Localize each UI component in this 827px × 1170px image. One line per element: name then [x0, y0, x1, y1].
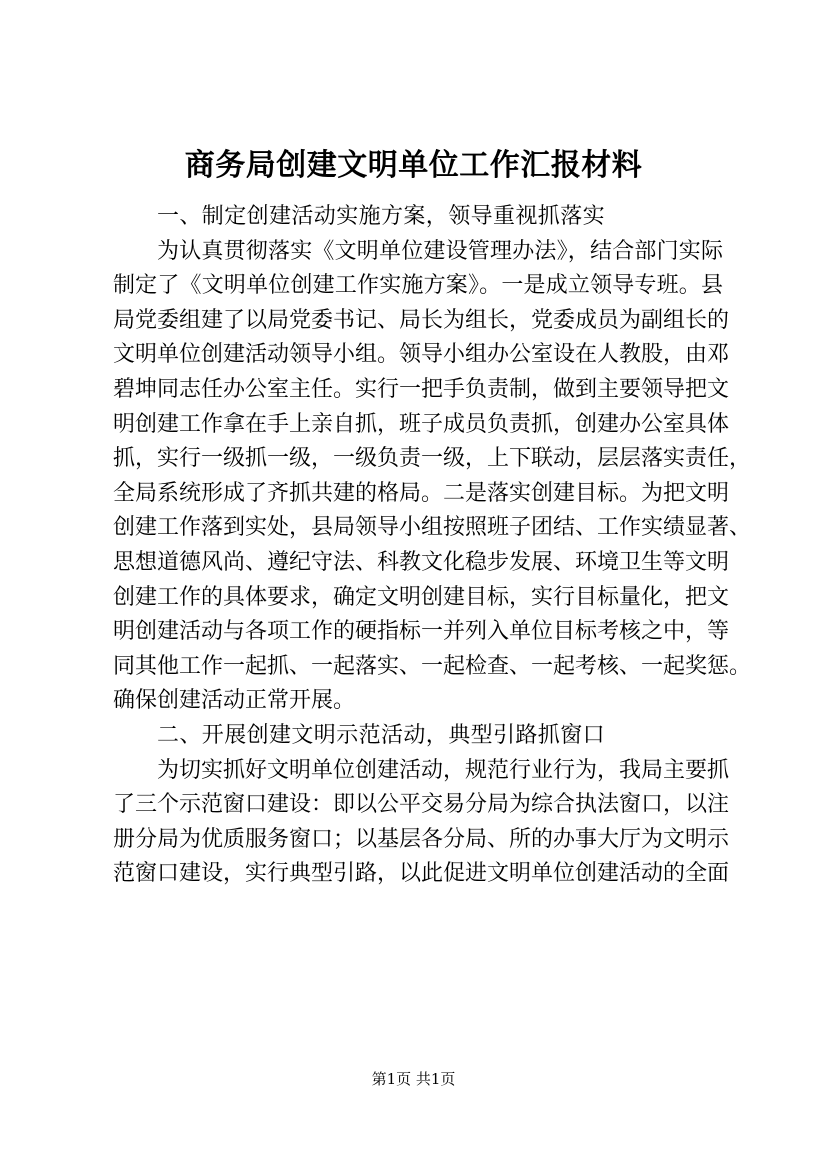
text-line: 明创建活动与各项工作的硬指标一并列入单位目标考核之中，等: [113, 619, 730, 645]
text-line: 同其他工作一起抓、一起落实、一起检查、一起考核、一起奖惩。: [113, 653, 752, 679]
text-line: 为切实抓好文明单位创建活动，规范行业行为，我局主要抓: [157, 757, 730, 783]
text-line: 制定了《文明单位创建工作实施方案》。一是成立领导专班。县: [113, 273, 723, 299]
document-title: 商务局创建文明单位工作汇报材料: [184, 148, 643, 183]
page-footer: 第1页 共1页: [371, 1070, 456, 1088]
text-line: 碧坤同志任办公室主任。实行一把手负责制，做到主要领导把文: [113, 376, 730, 402]
text-line: 局党委组建了以局党委书记、局长为组长，党委成员为副组长的: [113, 307, 730, 333]
text-line: 创建工作落到实处，县局领导小组按照班子团结、工作实绩显著、: [113, 515, 752, 541]
text-line: 全局系统形成了齐抓共建的格局。二是落实创建目标。为把文明: [113, 480, 730, 506]
text-line: 了三个示范窗口建设：即以公平交易分局为综合执法窗口，以注: [113, 792, 730, 818]
text-line: 抓，实行一级抓一级，一级负责一级，上下联动，层层落实责任，: [113, 446, 752, 472]
text-line: 思想道德风尚、遵纪守法、科教文化稳步发展、环境卫生等文明: [113, 549, 730, 575]
text-line: 为认真贯彻落实《文明单位建设管理办法》，结合部门实际: [157, 238, 723, 264]
section-heading: 二、开展创建文明示范活动，典型引路抓窗口: [157, 722, 606, 748]
text-line: 范窗口建设，实行典型引路，以此促进文明单位创建活动的全面: [113, 861, 730, 887]
text-line: 明创建工作拿在手上亲自抓，班子成员负责抓，创建办公室具体: [113, 411, 730, 437]
text-line: 文明单位创建活动领导小组。领导小组办公室设在人教股，由邓: [113, 342, 730, 368]
text-line: 创建工作的具体要求，确定文明创建目标，实行目标量化，把文: [113, 584, 730, 610]
text-line: 册分局为优质服务窗口；以基层各分局、所的办事大厅为文明示: [113, 826, 730, 852]
document-body: [113, 200, 752, 892]
text-line: 确保创建活动正常开展。: [113, 688, 356, 714]
section-heading: 一、制定创建活动实施方案，领导重视抓落实: [157, 204, 606, 229]
